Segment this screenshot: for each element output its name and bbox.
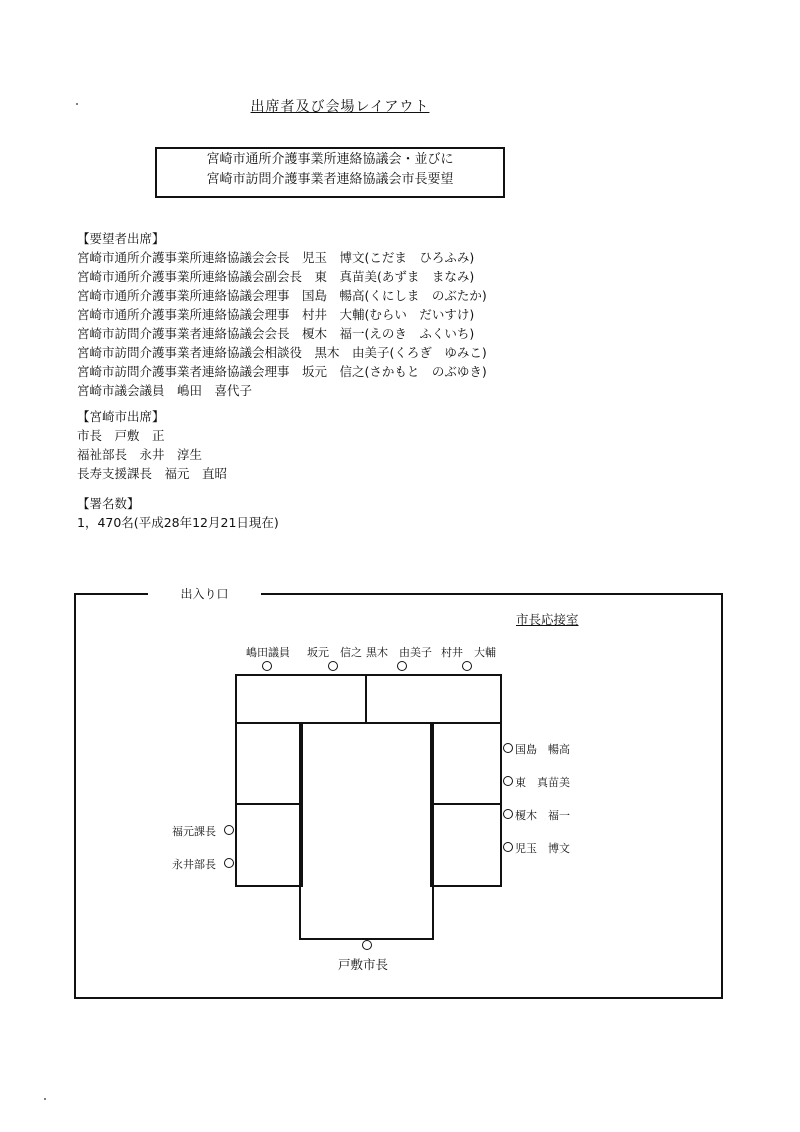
meeting-name-line-2: 宮崎市訪問介護事業者連絡協議会市長要望 bbox=[206, 172, 454, 187]
table-left-divider bbox=[235, 803, 303, 805]
petitioner-item: 宮崎市通所介護事業所連絡協議会会長 児玉 博文(こだま ひろふみ) bbox=[77, 250, 475, 265]
entrance-label: 出入り口 bbox=[148, 585, 261, 603]
meeting-name-box bbox=[155, 147, 505, 198]
seat-kodama bbox=[503, 842, 513, 852]
seat-label-kuroki: 黒木 由美子 bbox=[366, 646, 432, 659]
seat-label-kunishima: 国島 暢高 bbox=[515, 743, 570, 756]
seat-fukumoto bbox=[224, 825, 234, 835]
seat-label-azuma: 東 真苗美 bbox=[515, 776, 570, 789]
meeting-name-line-1: 宮崎市通所介護事業所連絡協議会・並びに bbox=[206, 152, 454, 167]
seat-sakamoto bbox=[328, 661, 338, 671]
city-member-item: 市長 戸敷 正 bbox=[77, 428, 165, 443]
signatures-section bbox=[77, 494, 279, 532]
seat-label-mayor: 戸敷市長 bbox=[338, 957, 389, 972]
city-heading: 【宮崎市出席】 bbox=[77, 409, 165, 424]
petitioner-item: 宮崎市通所介護事業所連絡協議会理事 国島 暢高(くにしま のぶたか) bbox=[77, 288, 487, 303]
petitioner-item: 宮崎市訪問介護事業者連絡協議会理事 坂元 信之(さかもと のぶゆき) bbox=[77, 364, 487, 379]
petitioner-item: 宮崎市通所介護事業所連絡協議会副会長 東 真苗美(あずま まなみ) bbox=[77, 269, 475, 284]
signatures-count: 1，470名(平成28年12月21日現在) bbox=[77, 515, 279, 530]
room-label: 市長応接室 bbox=[516, 612, 579, 627]
page-title: 出席者及び会場レイアウト bbox=[250, 99, 430, 115]
petitioners-section bbox=[77, 229, 487, 400]
petitioner-item: 宮崎市通所介護事業所連絡協議会理事 村井 大輔(むらい だいすけ) bbox=[77, 307, 475, 322]
seat-label-shimada: 嶋田議員 bbox=[246, 646, 290, 659]
seat-label-fukumoto: 福元課長 bbox=[172, 825, 216, 838]
city-member-item: 福祉部長 永井 淳生 bbox=[77, 447, 203, 462]
city-member-item: 長寿支援課長 福元 直昭 bbox=[77, 466, 228, 481]
seat-label-enoki: 榎木 福一 bbox=[515, 809, 570, 822]
seat-label-murai: 村井 大輔 bbox=[441, 646, 496, 659]
table-top bbox=[235, 674, 502, 724]
table-right-divider bbox=[430, 803, 502, 805]
seat-murai bbox=[462, 661, 472, 671]
seat-label-kodama: 児玉 博文 bbox=[515, 842, 570, 855]
scan-speck bbox=[44, 1098, 46, 1100]
signatures-heading: 【署名数】 bbox=[77, 496, 140, 511]
petitioner-item: 宮崎市議会議員 嶋田 喜代子 bbox=[77, 383, 253, 398]
scan-speck bbox=[76, 103, 78, 105]
seat-shimada bbox=[262, 661, 272, 671]
seat-enoki bbox=[503, 809, 513, 819]
city-section bbox=[77, 407, 227, 483]
table-top-divider bbox=[365, 674, 367, 724]
petitioner-item: 宮崎市訪問介護事業者連絡協議会会長 榎木 福一(えのき ふくいち) bbox=[77, 326, 475, 341]
seat-label-sakamoto: 坂元 信之 bbox=[307, 646, 362, 659]
seat-azuma bbox=[503, 776, 513, 786]
seat-nagai bbox=[224, 858, 234, 868]
table-center bbox=[299, 722, 434, 940]
seat-label-nagai: 永井部長 bbox=[172, 858, 216, 871]
seat-mayor bbox=[362, 940, 372, 950]
seat-kunishima bbox=[503, 743, 513, 753]
petitioners-heading: 【要望者出席】 bbox=[77, 231, 165, 246]
petitioner-item: 宮崎市訪問介護事業者連絡協議会相談役 黒木 由美子(くろぎ ゆみこ) bbox=[77, 345, 487, 360]
seat-kuroki bbox=[397, 661, 407, 671]
